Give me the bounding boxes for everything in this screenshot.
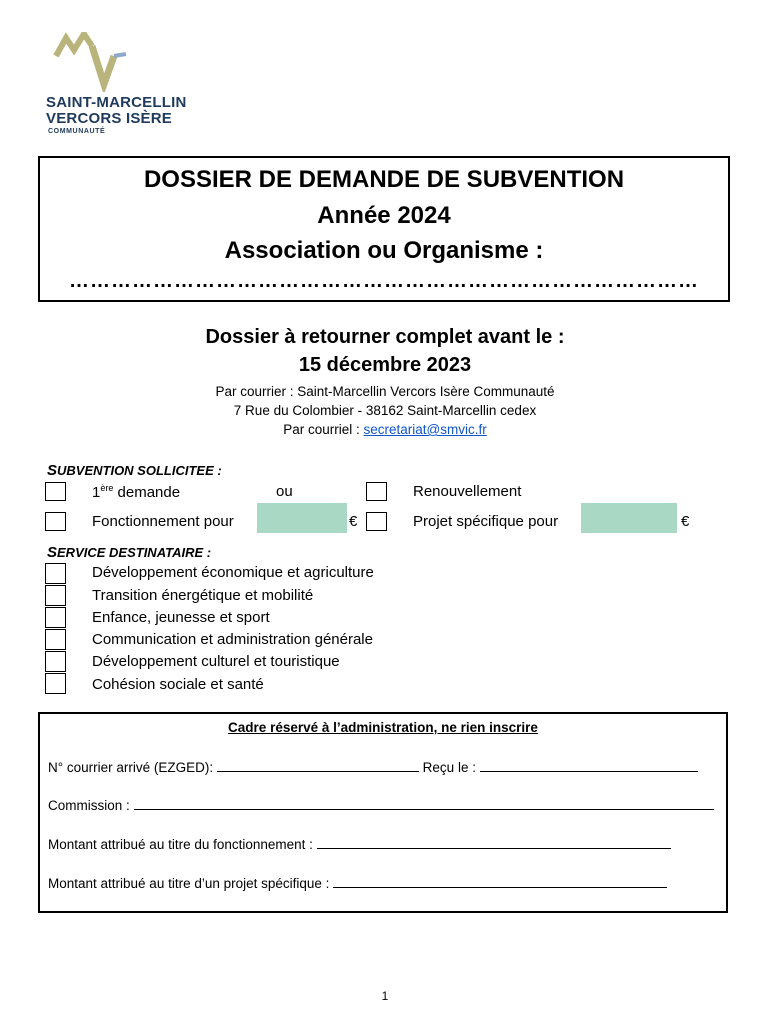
operating-checkbox[interactable]: [45, 512, 66, 531]
admin-row-courrier: [48, 759, 698, 775]
first-request-text: demande: [113, 484, 181, 501]
postal-address: 7 Rue du Colombier - 38162 Saint-Marcellin cedex: [233, 403, 537, 418]
logo-text-line2: VERCORS ISÈRE: [46, 110, 172, 127]
commission-field[interactable]: [134, 797, 714, 810]
renewal-label: Renouvellement: [413, 483, 522, 500]
document-title: DOSSIER DE DEMANDE DE SUBVENTION: [143, 166, 625, 193]
service-checkbox-transition[interactable]: [45, 585, 66, 606]
title-box: [38, 156, 730, 302]
organisation-name-dots: ………………………………………………………………………………: [69, 270, 699, 292]
received-label: Reçu le :: [418, 760, 480, 775]
service-label-transition: Transition énergétique et mobilité: [92, 587, 314, 604]
project-granted-label: Montant attribué au titre d’un projet spécifique :: [48, 876, 334, 891]
operating-granted-field[interactable]: [317, 836, 671, 849]
received-date-field[interactable]: [480, 759, 698, 772]
service-label-cohesion: Cohésion sociale et santé: [92, 676, 264, 693]
page-number: 1: [381, 989, 389, 1003]
project-granted-field[interactable]: [333, 875, 667, 888]
service-checkbox-communication[interactable]: [45, 629, 66, 650]
first-request-num: 1: [92, 484, 101, 501]
deadline-label: Dossier à retourner complet avant le :: [205, 326, 565, 348]
operating-granted-label: Montant attribué au titre du fonctionnement :: [48, 837, 317, 852]
project-euro-label: €: [681, 513, 690, 530]
email-prefix: Par courriel :: [283, 422, 364, 437]
service-heading-initial: S: [47, 544, 58, 561]
project-label: Projet spécifique pour: [413, 513, 559, 530]
first-request-sup: ère: [100, 483, 114, 493]
email-link[interactable]: secretariat@smvic.fr: [363, 422, 487, 437]
admin-row-operating: [48, 836, 671, 852]
document-year: Année 2024: [317, 202, 451, 229]
operating-amount-field[interactable]: [257, 503, 347, 533]
service-heading-rest: ERVICE DESTINATAIRE :: [57, 545, 212, 560]
service-label-communication: Communication et administration générale: [92, 631, 373, 648]
service-label-economie: Développement économique et agriculture: [92, 564, 374, 581]
service-checkbox-culture[interactable]: [45, 651, 66, 672]
logo-mountain-icon: [52, 32, 132, 92]
operating-euro-label: €: [349, 513, 358, 530]
service-heading: [47, 544, 211, 561]
subvention-heading: [47, 462, 222, 479]
logo-text-line1: SAINT-MARCELLIN: [46, 94, 187, 111]
project-amount-field[interactable]: [581, 503, 677, 533]
service-checkbox-economie[interactable]: [45, 563, 66, 584]
first-request-label: [92, 483, 180, 501]
operating-label: Fonctionnement pour: [92, 513, 234, 530]
courrier-number-field[interactable]: [217, 759, 419, 772]
project-checkbox[interactable]: [366, 512, 387, 531]
first-request-checkbox[interactable]: [45, 482, 66, 501]
organisation-label: Association ou Organisme :: [224, 237, 544, 264]
service-label-enfance: Enfance, jeunesse et sport: [92, 609, 270, 626]
deadline-date: 15 décembre 2023: [298, 354, 472, 376]
admin-box: [38, 712, 728, 913]
service-checkbox-cohesion[interactable]: [45, 673, 66, 694]
commission-label: Commission :: [48, 798, 134, 813]
logo-text-line3: COMMUNAUTÉ: [48, 128, 106, 135]
postal-recipient: Par courrier : Saint-Marcellin Vercors Isère Communauté: [215, 384, 555, 399]
subvention-heading-initial: S: [47, 462, 58, 479]
service-label-culture: Développement culturel et touristique: [92, 653, 340, 670]
courrier-number-label: N° courrier arrivé (EZGED):: [48, 760, 217, 775]
admin-box-title: Cadre réservé à l’administration, ne rien inscrire: [228, 720, 538, 735]
or-label: ou: [276, 483, 293, 500]
subvention-heading-rest: UBVENTION SOLLICITEE :: [57, 463, 222, 478]
admin-row-project: [48, 875, 667, 891]
service-checkbox-enfance[interactable]: [45, 607, 66, 628]
renewal-checkbox[interactable]: [366, 482, 387, 501]
email-line: [0, 422, 770, 437]
logo: [46, 32, 221, 140]
admin-row-commission: [48, 797, 714, 813]
